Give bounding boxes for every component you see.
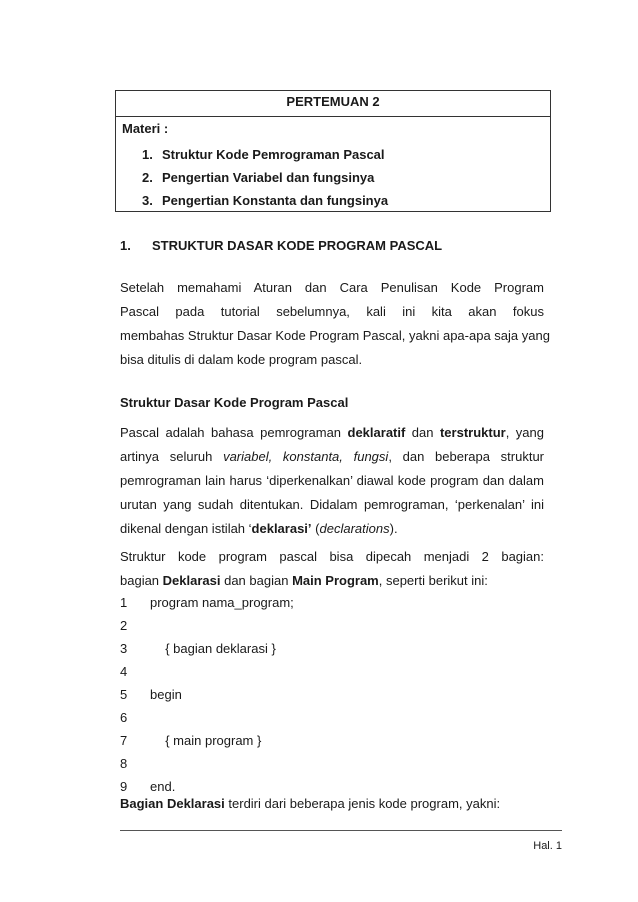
- section-number: 1.: [120, 238, 131, 253]
- code-line: [120, 753, 294, 776]
- paragraph-line: Pascal pada tutorial sebelumnya, kali ini kita akan fokus: [120, 304, 544, 319]
- paragraph-line: Pascal adalah bahasa pemrograman deklaratif dan terstruktur, yang: [120, 425, 544, 440]
- paragraph-line: bagian Deklarasi dan bagian Main Program, seperti berikut ini:: [120, 573, 488, 588]
- code-listing: [120, 592, 294, 799]
- pascal-paragraph: [120, 421, 544, 541]
- code-line: [120, 592, 294, 615]
- materi-item: 1. Struktur Kode Pemrograman Pascal: [142, 147, 385, 162]
- footer-divider: [120, 830, 562, 831]
- line-number: 2: [120, 618, 128, 633]
- paragraph-line: dikenal dengan istilah ‘deklarasi’ (declarations).: [120, 521, 398, 536]
- paragraph-line: membahas Struktur Dasar Kode Program Pascal, yakni apa-apa saja yang: [120, 328, 550, 343]
- parts-paragraph: [120, 545, 544, 593]
- paragraph-line: artinya seluruh variabel, konstanta, fungsi, dan beberapa struktur: [120, 449, 545, 464]
- page-number: Hal. 1: [533, 840, 562, 852]
- line-number: 1: [120, 595, 128, 610]
- line-number: 5: [120, 687, 128, 702]
- paragraph-line: bisa ditulis di dalam kode program pascal.: [120, 352, 363, 367]
- code-line: [120, 638, 294, 661]
- code-text: { bagian deklarasi }: [158, 641, 276, 656]
- line-number: 9: [120, 779, 128, 794]
- paragraph-line: pemrograman lain harus ‘diperkenalkan’ diawal kode program dan dalam: [120, 473, 544, 488]
- materi-label: Materi :: [122, 121, 169, 136]
- line-number: 3: [120, 641, 128, 656]
- intro-paragraph: [120, 276, 550, 372]
- code-line: [120, 615, 294, 638]
- paragraph-line: Setelah memahami Aturan dan Cara Penulisan Kode Program: [120, 280, 544, 295]
- code-line: [120, 684, 294, 707]
- section-heading: [120, 238, 442, 253]
- code-line: [120, 661, 294, 684]
- code-text: begin: [150, 687, 182, 702]
- subsection-heading: Struktur Dasar Kode Program Pascal: [120, 395, 349, 410]
- line-number: 4: [120, 664, 128, 679]
- code-text: program nama_program;: [150, 595, 294, 610]
- header-title: PERTEMUAN 2: [116, 91, 550, 117]
- paragraph-line: Struktur kode program pascal bisa dipecah menjadi 2 bagian:: [120, 549, 544, 564]
- closing-paragraph: [120, 792, 544, 816]
- code-text: { main program }: [158, 733, 262, 748]
- paragraph-line: urutan yang sudah ditentukan. Didalam pemrograman, ‘perkenalan’ ini: [120, 497, 544, 512]
- header-box: [115, 90, 551, 212]
- line-number: 7: [120, 733, 128, 748]
- materi-item: 2. Pengertian Variabel dan fungsinya: [142, 170, 375, 185]
- paragraph-line: Bagian Deklarasi terdiri dari beberapa jenis kode program, yakni:: [120, 796, 501, 811]
- code-line: [120, 730, 294, 753]
- line-number: 6: [120, 710, 128, 725]
- line-number: 8: [120, 756, 128, 771]
- materi-item: 3. Pengertian Konstanta dan fungsinya: [142, 193, 389, 208]
- materi-list: [142, 145, 388, 214]
- code-line: [120, 707, 294, 730]
- section-title: STRUKTUR DASAR KODE PROGRAM PASCAL: [152, 238, 443, 253]
- code-text: end.: [150, 779, 176, 794]
